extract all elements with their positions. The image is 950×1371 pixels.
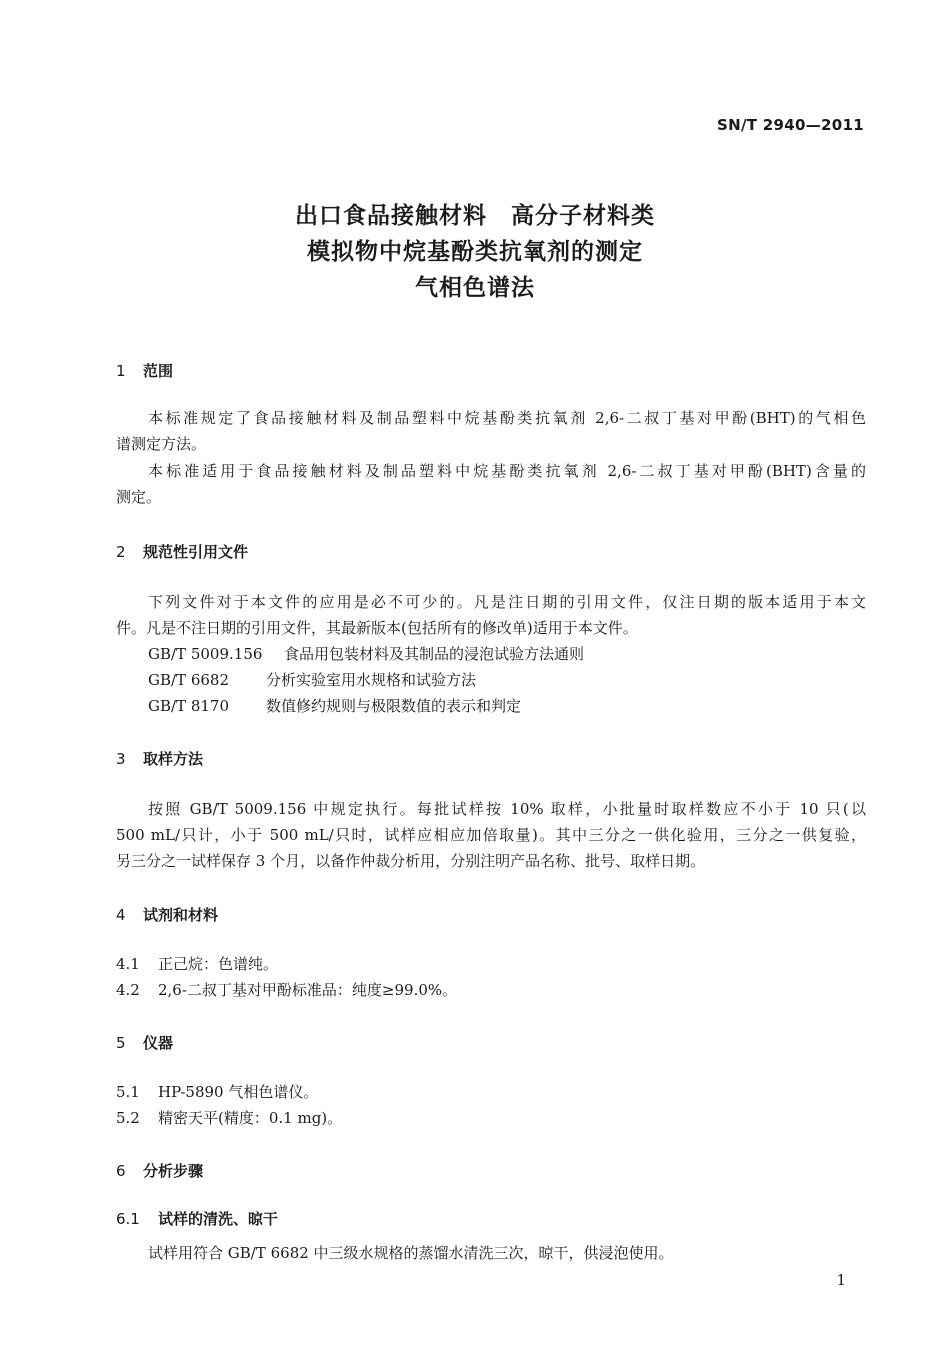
section-1-heading — [116, 360, 173, 381]
list-item — [116, 1079, 318, 1105]
section-6-heading — [116, 1160, 203, 1181]
reference-code: GB/T 5009.156 — [148, 645, 263, 663]
list-item — [116, 951, 278, 977]
section-title: 取样方法 — [143, 750, 204, 768]
reference-item — [148, 667, 476, 693]
reference-item — [148, 693, 521, 719]
s1-p1-line1: 本标准规定了食品接触材料及制品塑料中烷基酚类抗氧剂 2,6-二叔丁基对甲酚(BHT)的气相色 — [148, 409, 866, 427]
item-text: HP-5890 气相色谱仪。 — [158, 1083, 319, 1101]
title-line-2: 模拟物中烷基酚类抗氧剂的测定 — [307, 239, 643, 265]
item-number: 5.2 — [116, 1109, 140, 1127]
s3-p1-line2: 500 mL/只计，小于 500 mL/只时，试样应相应加倍取量)。其中三分之一供化验用，三分之一供复验， — [116, 826, 866, 844]
section-number: 2 — [116, 543, 126, 561]
subsection-title: 试样的清洗、晾干 — [158, 1210, 279, 1228]
section-5-heading — [116, 1032, 173, 1053]
s3-p1-line1: 按照 GB/T 5009.156 中规定执行。每批试样按 10% 取样，小批量时取样数应不小于 10 只(以 — [148, 800, 866, 818]
s1-p1-line2: 谱测定方法。 — [116, 435, 207, 453]
section-2-heading — [116, 541, 248, 562]
subsection-6-1-heading — [116, 1208, 278, 1229]
item-number: 4.2 — [116, 981, 140, 999]
s1-p2-line2: 测定。 — [116, 488, 162, 506]
list-item — [116, 1105, 342, 1131]
reference-title: 食品用包装材料及其制品的浸泡试验方法通则 — [284, 645, 585, 663]
standard-code: SN/T 2940—2011 — [717, 116, 864, 134]
item-number: 4.1 — [116, 955, 140, 973]
reference-item — [148, 641, 584, 667]
section-title: 规范性引用文件 — [143, 543, 249, 561]
title-line-1: 出口食品接触材料 高分子材料类 — [295, 203, 655, 229]
s3-p1-line3: 另三分之一试样保存 3 个月，以备作仲裁分析用，分别注明产品名称、批号、取样日期。 — [116, 852, 706, 870]
s2-p1-line1: 下列文件对于本文件的应用是必不可少的。凡是注日期的引用文件，仅注日期的版本适用于本文 — [148, 593, 866, 611]
item-text: 正己烷：色谱纯。 — [158, 955, 279, 973]
s1-p2-line1: 本标准适用于食品接触材料及制品塑料中烷基酚类抗氧剂 2,6-二叔丁基对甲酚(BHT)含量的 — [148, 462, 866, 480]
item-text: 2,6-二叔丁基对甲酚标准品：纯度≥99.0%。 — [158, 981, 458, 999]
item-text: 精密天平(精度：0.1 mg)。 — [158, 1109, 343, 1127]
reference-code: GB/T 6682 — [148, 671, 230, 689]
section-number: 4 — [116, 906, 126, 924]
section-title: 范围 — [143, 362, 174, 380]
reference-title: 数值修约规则与极限数值的表示和判定 — [266, 697, 522, 715]
list-item — [116, 977, 457, 1003]
subsection-number: 6.1 — [116, 1210, 140, 1228]
section-title: 仪器 — [143, 1034, 174, 1052]
section-number: 5 — [116, 1034, 126, 1052]
s6-p1-line1: 试样用符合 GB/T 6682 中三级水规格的蒸馏水清洗三次，晾干，供浸泡使用。 — [148, 1244, 674, 1262]
page-number: 1 — [836, 1271, 846, 1289]
reference-code: GB/T 8170 — [148, 697, 230, 715]
item-number: 5.1 — [116, 1083, 140, 1101]
section-3-heading — [116, 748, 203, 769]
title-line-3: 气相色谱法 — [415, 275, 535, 301]
document-title — [0, 198, 950, 306]
s2-p1-line2: 件。凡是不注日期的引用文件，其最新版本(包括所有的修改单)适用于本文件。 — [116, 619, 638, 637]
section-title: 试剂和材料 — [143, 906, 219, 924]
reference-title: 分析实验室用水规格和试验方法 — [266, 671, 477, 689]
section-number: 3 — [116, 750, 126, 768]
section-4-heading — [116, 904, 218, 925]
section-title: 分析步骤 — [143, 1162, 204, 1180]
section-number: 6 — [116, 1162, 126, 1180]
section-number: 1 — [116, 362, 126, 380]
